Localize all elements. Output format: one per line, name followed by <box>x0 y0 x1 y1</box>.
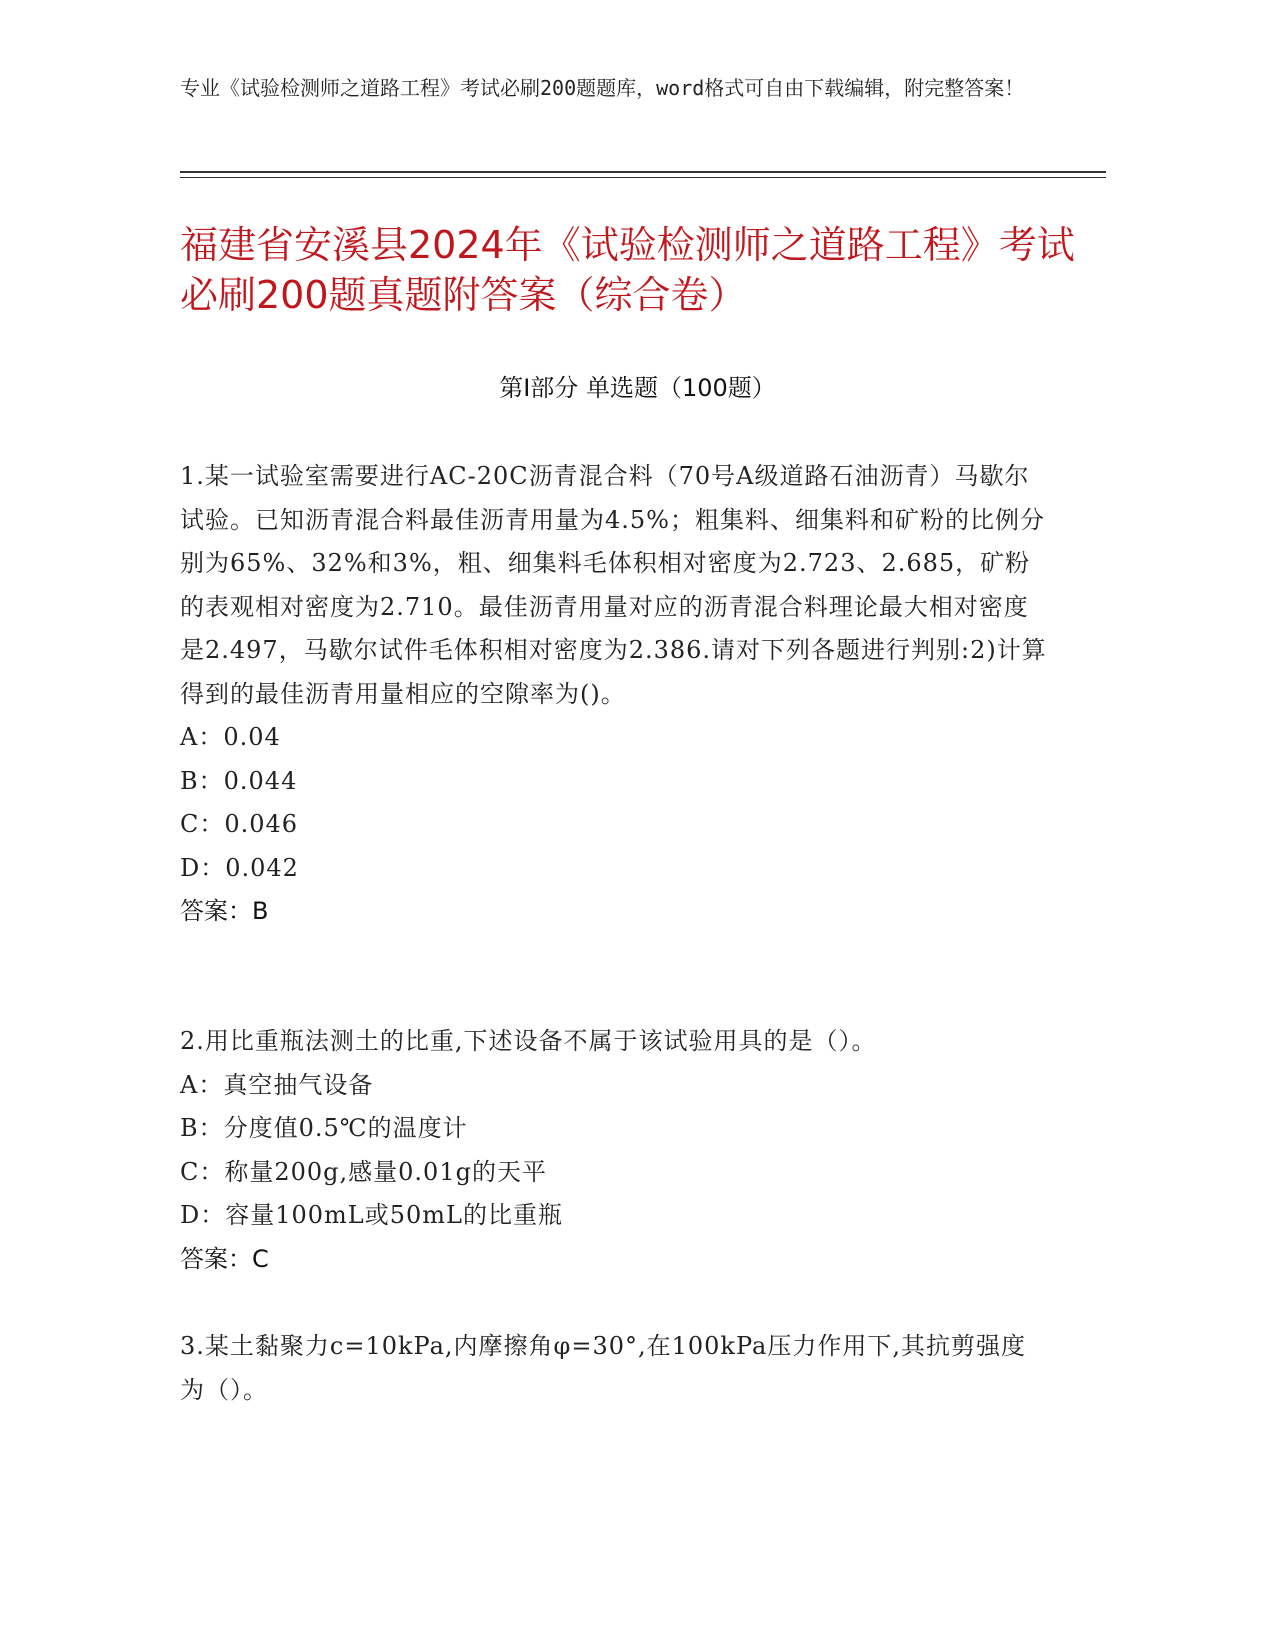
option-b: B：0.044 <box>180 766 298 795</box>
header-note: 专业《试验检测师之道路工程》考试必刷200题题库，word格式可自由下载编辑，附完整答案！ <box>180 76 1025 100</box>
question-item <box>180 1325 1050 1412</box>
option-list <box>180 1064 1050 1238</box>
option-list <box>180 716 1050 890</box>
option-d: D：0.042 <box>180 853 299 882</box>
question-item <box>180 455 1050 934</box>
section-heading: 第Ⅰ部分 单选题（100题） <box>499 374 776 402</box>
header-divider-thick <box>180 171 1106 173</box>
option-c: C：称量200g,感量0.01g的天平 <box>180 1157 547 1186</box>
answer-line: 答案：B <box>180 897 269 925</box>
question-item <box>180 1020 1050 1281</box>
question-stem: 2.用比重瓶法测土的比重,下述设备不属于该试验用具的是（）。 <box>180 1027 877 1055</box>
question-stem: 1.某一试验室需要进行AC-20C沥青混合料（70号A级道路石油沥青）马歇尔试验。已知沥青混合料最佳沥青用量为4.5%；粗集料、细集料和矿粉的比例分别为65%、32%和3%，粗、细集料毛体积相对密度为2.723、2.685，矿粉的表观相对密度为2.710。最佳沥青用量对应的沥青混合料理论最大相对密度是2.497，马歇尔试件毛体积相对密度为2.386.请对下列各题进行判别:2)计算得到的最佳沥青用量相应的空隙率为()。 <box>180 462 1047 708</box>
option-b: B：分度值0.5℃的温度计 <box>180 1114 468 1142</box>
question-stem: 3.某土黏聚力c=10kPa,内摩擦角φ=30°,在100kPa压力作用下,其抗剪强度为（）。 <box>180 1332 1026 1404</box>
option-a: A：0.04 <box>180 723 281 751</box>
answer-line: 答案：C <box>180 1244 269 1273</box>
header-divider-thin <box>180 177 1106 178</box>
document-title: 福建省安溪县2024年《试验检测师之道路工程》考试必刷200题真题附答案（综合卷） <box>180 223 1075 317</box>
option-c: C：0.046 <box>180 810 299 838</box>
option-a: A：真空抽气设备 <box>180 1070 374 1099</box>
option-d: D：容量100mL或50mL的比重瓶 <box>180 1201 563 1229</box>
